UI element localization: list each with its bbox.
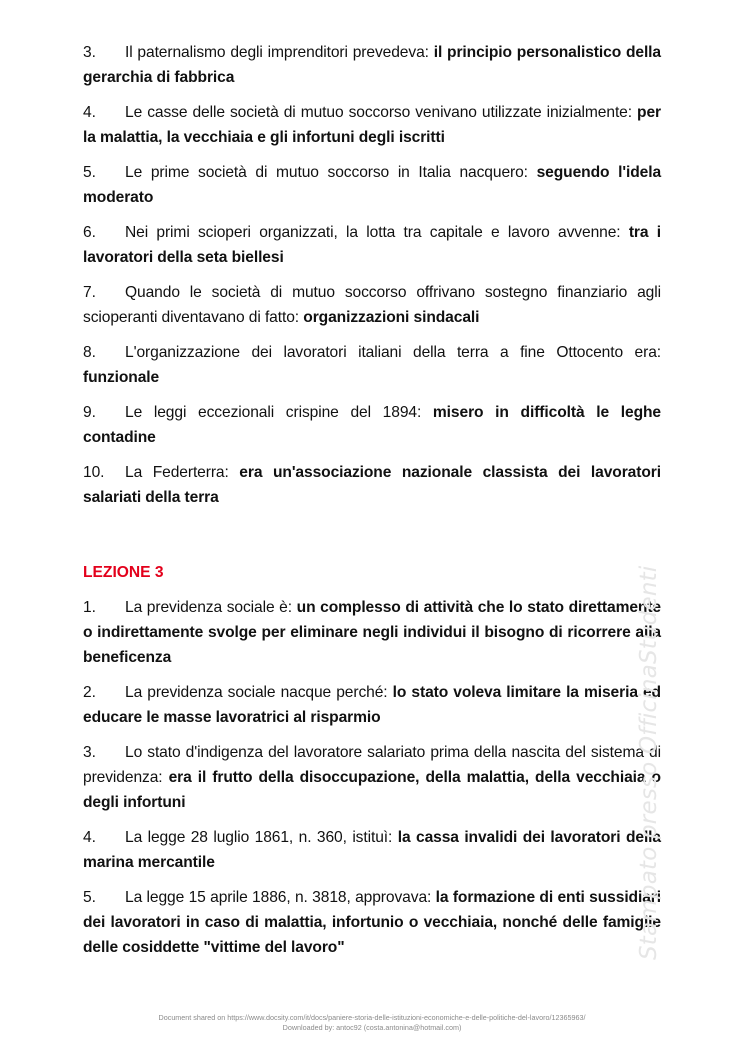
- question-number: 1.: [83, 599, 96, 616]
- footer-shared-url: Document shared on https://www.docsity.com/it/docs/paniere-storia-delle-istituzioni-economiche-e-delle-politiche-del-lavoro/12365963/: [158, 1013, 586, 1022]
- question-number: 4.: [83, 104, 96, 121]
- question-item: [83, 885, 661, 960]
- question-text: La legge 15 aprile 1886, n. 3818, approvava:: [125, 889, 436, 906]
- question-item: [83, 340, 661, 390]
- answer-text: per la malattia, la vecchiaia e gli infortuni degli iscritti: [83, 104, 661, 146]
- section-title-lezione-3: LEZIONE 3: [83, 564, 164, 581]
- answer-text: un complesso di attività che lo stato direttamente o indirettamente svolge per eliminare negli individui il bisogno di ricorrere alla beneficenza: [83, 599, 662, 666]
- question-number: 4.: [83, 829, 96, 846]
- answer-text: il principio personalistico della gerarchia di fabbrica: [83, 44, 661, 86]
- question-item: [83, 680, 661, 730]
- question-text: Il paternalismo degli imprenditori prevedeva:: [125, 44, 434, 61]
- question-number: 5.: [83, 889, 96, 906]
- answer-text: organizzazioni sindacali: [303, 309, 480, 326]
- answer-text: la formazione di enti sussidiari dei lavoratori in caso di malattia, infortunio o vecchiaia, nonché delle famiglie delle cosiddette "vittime del lavoro": [83, 889, 661, 956]
- lesson3-questions: [83, 595, 661, 960]
- answer-text: era un'associazione nazionale classista dei lavoratori salariati della terra: [83, 464, 661, 506]
- question-number: 3.: [83, 44, 96, 61]
- question-number: 8.: [83, 344, 96, 361]
- question-text: Lo stato d'indigenza del lavoratore salariato prima della nascita del sistema di previdenza:: [83, 744, 661, 786]
- question-number: 7.: [83, 284, 96, 301]
- question-item: [83, 280, 661, 330]
- question-text: La previdenza sociale è:: [125, 599, 297, 616]
- answer-text: misero in difficoltà le leghe contadine: [83, 404, 661, 446]
- document-page: [83, 40, 661, 970]
- question-item: [83, 220, 661, 270]
- watermark-officina-studenti: Stampato presso OfficinaStudenti: [636, 565, 662, 960]
- question-text: La legge 28 luglio 1861, n. 360, istituì:: [125, 829, 398, 846]
- question-text: La previdenza sociale nacque perché:: [125, 684, 393, 701]
- answer-text: lo stato voleva limitare la miseria ed educare le masse lavoratrici al risparmio: [83, 684, 661, 726]
- answer-text: era il frutto della disoccupazione, della malattia, della vecchiaia o degli infortuni: [83, 769, 661, 811]
- question-text: Le prime società di mutuo soccorso in Italia nacquero:: [125, 164, 537, 181]
- answer-text: seguendo l'idela moderato: [83, 164, 662, 206]
- question-number: 2.: [83, 684, 96, 701]
- question-text: L'organizzazione dei lavoratori italiani della terra a fine Ottocento era:: [125, 344, 661, 361]
- lesson2-questions: [83, 40, 661, 510]
- question-number: 6.: [83, 224, 96, 241]
- question-number: 5.: [83, 164, 96, 181]
- question-text: Nei primi scioperi organizzati, la lotta tra capitale e lavoro avvenne:: [125, 224, 629, 241]
- question-item: [83, 460, 661, 510]
- question-text: Le leggi eccezionali crispine del 1894:: [125, 404, 433, 421]
- page-footer: [0, 1013, 744, 1033]
- question-item: [83, 595, 661, 670]
- question-item: [83, 160, 661, 210]
- answer-text: tra i lavoratori della seta biellesi: [83, 224, 661, 266]
- footer-downloaded-by: Downloaded by: antoc92 (costa.antonina@hotmail.com): [282, 1023, 462, 1032]
- question-item: [83, 825, 661, 875]
- question-item: [83, 740, 661, 815]
- question-item: [83, 100, 661, 150]
- answer-text: la cassa invalidi dei lavoratori della marina mercantile: [83, 829, 661, 871]
- question-number: 10.: [83, 464, 105, 481]
- question-number: 3.: [83, 744, 96, 761]
- question-number: 9.: [83, 404, 96, 421]
- answer-text: funzionale: [83, 369, 160, 386]
- question-text: La Federterra:: [125, 464, 240, 481]
- question-item: [83, 40, 661, 90]
- section-spacer: [83, 520, 661, 560]
- question-item: [83, 400, 661, 450]
- question-text: Le casse delle società di mutuo soccorso venivano utilizzate inizialmente:: [125, 104, 638, 121]
- question-text: Quando le società di mutuo soccorso offrivano sostegno finanziario agli scioperanti diventavano di fatto:: [83, 284, 661, 326]
